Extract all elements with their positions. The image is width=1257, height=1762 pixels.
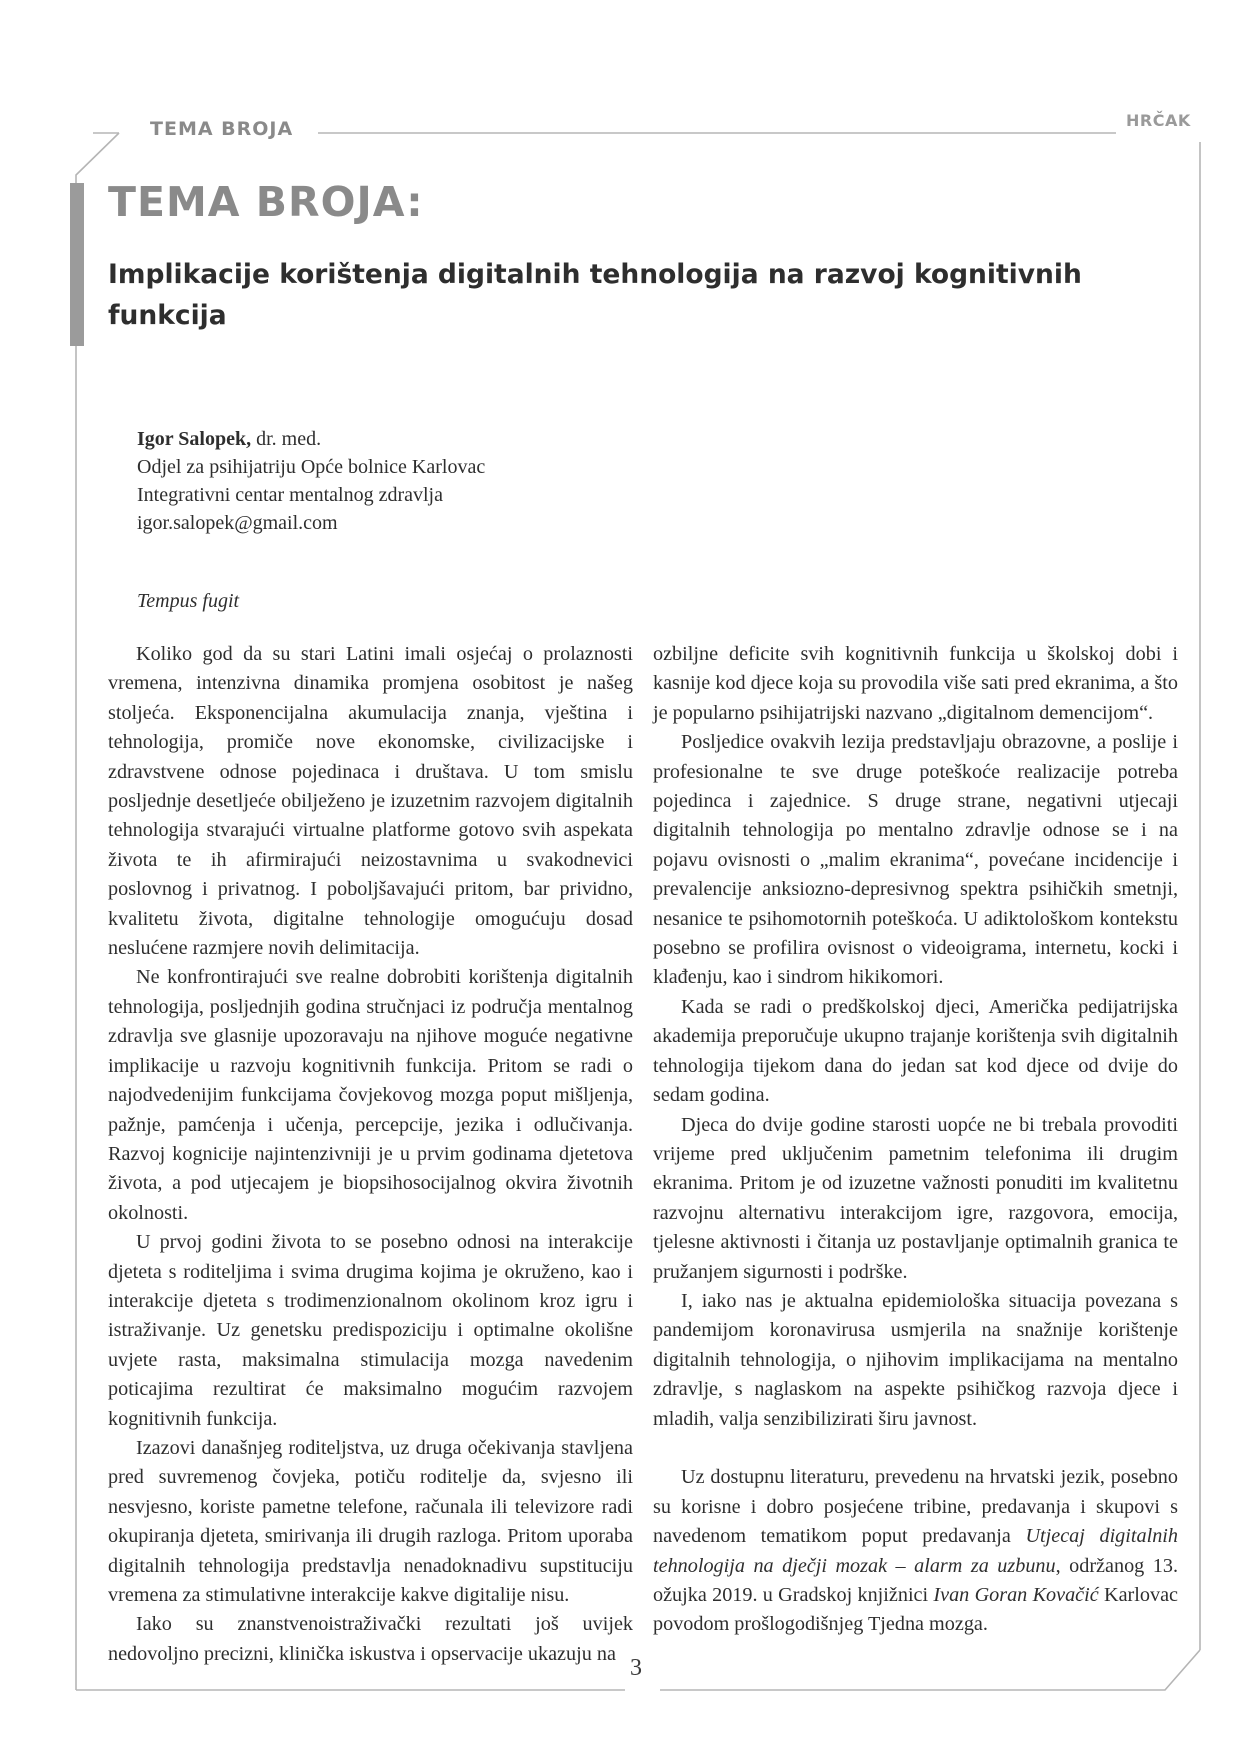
lecture-title: Utjecaj digitalnih tehnologija na dječji mozak – alarm za uzbunu [653,1525,1178,1577]
paragraph: Djeca do dvije godine starosti uopće ne bi trebala provoditi vrijeme pred uključenim pametnim telefonima ili drugim ekranima. Pritom je od izuzetne važnosti ponuditi im kvalitetnu razvojnu alternativu interakcijom igre, razgovora, emocija, tjelesne aktivnosti i čitanja uz postavljanje optimalnih granica te pružanjem sigurnosti i podrške. [653,1113,1178,1283]
brand-logo: HRČAK [1126,111,1191,130]
paragraph: Koliko god da su stari Latini imali osjećaj o prolaznosti vremena, intenzivna dinamika promjena osobitost je našeg stoljeća. Eksponencijalna akumulacija znanja, vještina i tehnologija, promiče nove ekonomske, civilizacijske i zdravstvene odnose pojedinaca i društava. U tom smislu posljednje desetljeće obilježeno je izuzetnim razvojem digitalnih tehnologija stvarajući virtualne platforme gotovo svih aspekata života te ih afirmirajući neizostavnima u svakodnevici poslovnog i privatnog. I poboljšavajući pritom, bar prividno, kvalitetu života, digitalne tehnologije omogućuju dosad neslućene razmjere novih delimitacija. [108,643,633,960]
page-number: 3 [630,1655,642,1681]
section-label: TEMA BROJA [150,118,294,140]
page-title: TEMA BROJA: [108,178,424,226]
left-column [108,640,633,1669]
author-degree: dr. med. [251,428,322,450]
author-email: igor.salopek@gmail.com [137,512,338,534]
author-block [137,425,485,537]
closing-text: Uz dostupnu literaturu, prevedenu na hrvatski jezik, posebno su korisne i dobro posjećene tribine, predavanja i skupovi s navedenom tematikom poput predavanja [653,1466,1178,1548]
paragraph: Kada se radi o predškolskoj djeci, Američka pedijatrijska akademija preporučuje ukupno trajanje korištenja svih digitalnih tehnologija tijekom dana do jedan sat kod djece od dvije do sedam godina. [653,995,1178,1107]
paragraph: Iako su znanstvenoistraživački rezultati još uvijek nedovoljno precizni, klinička iskustva i opservacije ukazuju na [108,1613,633,1665]
paragraph: I, iako nas je aktualna epidemiološka situacija povezana s pandemijom koronavirusa usmjerila na snažnije korištenje digitalnih tehnologija, o njihovim implikacijama na mentalno zdravlje, s naglaskom na aspekte psihičkog razvoja djece i mladih, valja senzibilizirati širu javnost. [653,1289,1178,1430]
closing-paragraph [653,1463,1178,1639]
paragraph: Izazovi današnjeg roditeljstva, uz druga očekivanja stavljena pred suvremenog čovjeka, potiču roditelje da, svjesno ili nesvjesno, koriste pametne telefone, računala ili televizore radi okupiranja djeteta, smirivanja ili drugih razloga. Pritom uporaba digitalnih tehnologija predstavlja nenadoknadivu supstituciju vremena za stimulativne interakcije kakve digitalije nisu. [108,1436,633,1606]
closing-text: Karlovac povodom prošlogodišnjeg Tjedna mozga. [653,1583,1178,1636]
title-accent-bar [70,183,84,346]
article-subtitle: Implikacije korištenja digitalnih tehnologija na razvoj kognitivnih funkcija [108,259,1082,331]
epigraph: Tempus fugit [137,590,240,612]
paragraph: ozbiljne deficite svih kognitivnih funkcija u školskoj dobi i kasnije kod djece koja su provodila više sati pred ekranima, a što je popularno psihijatrijski nazvano „digitalnom demencijom“. [653,643,1178,724]
paragraph: U prvoj godini života to se posebno odnosi na interakcije djeteta s roditeljima i svima drugima kojima je okruženo, kao i interakcije djeteta s trodimenzionalnom okolinom kroz igru i istraživanje. Uz genetsku predispoziciju i optimalne okolišne uvjete rasta, maksimalna stimulacija mozga navedenim poticajima rezultirat će maksimalno mogućim razvojem kognitivnih funkcija. [108,1231,633,1430]
library-name: Ivan Goran Kovačić [933,1583,1099,1606]
author-name: Igor Salopek, [137,428,252,450]
author-department: Odjel za psihijatriju Opće bolnice Karlovac [137,456,486,478]
paragraph: Ne konfrontirajući sve realne dobrobiti korištenja digitalnih tehnologija, posljednjih godina stručnjaci iz područja mentalnog zdravlja sve glasnije upozoravaju na njihove moguće negativne implikacije u razvoju kognitivnih funkcija. Pritom se radi o najodvedenijim funkcijama čovjekovog mozga poput mišljenja, pažnje, pamćenja i učenja, percepcije, jezika i odlučivanja. Razvoj kognicije najintenzivniji je u prvim godinama djetetova života, a pod utjecajem je biopsihosocijalnog okvira životnih okolnosti. [108,966,633,1224]
closing-text: , održanog 13. ožujka 2019. u Gradskoj knjižnici [653,1554,1178,1606]
right-column [653,640,1178,1640]
author-name-line [137,425,485,453]
paragraph: Posljedice ovakvih lezija predstavljaju obrazovne, a poslije i profesionalne te sve druge poteškoće realizacije potreba pojedinca i zajednice. S druge strane, negativni utjecaji digitalnih tehnologija po mentalno zdravlje odnose se i na pojavu ovisnosti o „malim ekranima“, povećane incidencije i prevalencije anksiozno-depresivnog spektra psihičkih smetnji, nesanice te psihomotornih poteškoća. U adiktološkom kontekstu posebno se profilira ovisnost o videoigrama, internetu, kocki i klađenju, kao i sindrom hikikomori. [653,731,1178,989]
author-center: Integrativni centar mentalnog zdravlja [137,484,443,506]
